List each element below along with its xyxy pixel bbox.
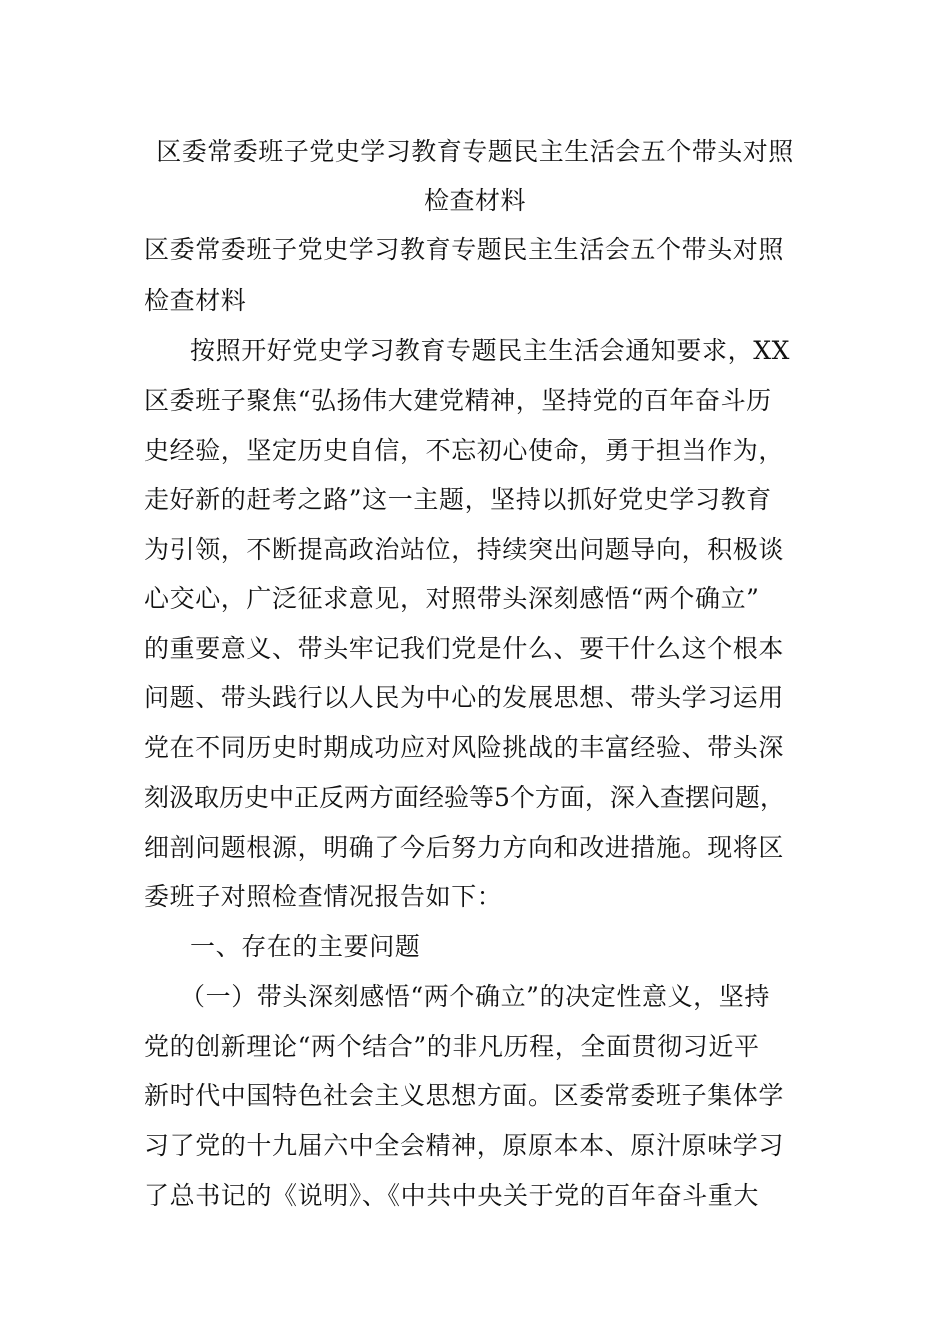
- intro-line-3: 史经验，坚定历史自信，不忘初心使命，勇于担当作为，: [144, 436, 785, 465]
- intro-line-4: 走好新的赶考之路”这一主题，坚持以抓好党史学习教育: [144, 485, 772, 514]
- sub-line-3: 新时代中国特色社会主义思想方面。区委常委班子集体学: [144, 1081, 785, 1110]
- intro-line-6: 心交心，广泛征求意见，对照带头深刻感悟“两个确立”: [144, 584, 760, 613]
- intro-line-12: 委班子对照检查情况报告如下：: [144, 882, 503, 911]
- subtitle-line-2: 检查材料: [144, 286, 247, 315]
- document-title-line-2: 检查材料: [423, 186, 526, 215]
- intro-line-10: 刻汲取历史中正反两方面经验等5个方面，深入查摆问题，: [144, 783, 785, 812]
- sub-line-2: 党的创新理论“两个结合”的非凡历程，全面贯彻习近平: [144, 1032, 760, 1061]
- intro-line-9: 党在不同历史时期成功应对风险挑战的丰富经验、带头深: [144, 733, 785, 762]
- intro-line-5: 为引领，不断提高政治站位，持续突出问题导向，积极谈: [144, 535, 785, 564]
- intro-line-8: 问题、带头践行以人民为中心的发展思想、带头学习运用: [144, 683, 785, 712]
- document-title-line-1: 区委常委班子党史学习教育专题民主生活会五个带头对照: [156, 137, 794, 166]
- sub-line-1: （一）带头深刻感悟“两个确立”的决定性意义，坚持: [180, 982, 770, 1011]
- subtitle-line-1: 区委常委班子党史学习教育专题民主生活会五个带头对照: [144, 235, 785, 264]
- intro-line-1: 按照开好党史学习教育专题民主生活会通知要求，XX: [190, 336, 790, 365]
- intro-line-2: 区委班子聚焦“弘扬伟大建党精神，坚持党的百年奋斗历: [144, 386, 772, 415]
- sub-line-4: 习了党的十九届六中全会精神，原原本本、原汁原味学习: [144, 1131, 785, 1160]
- intro-line-11: 细剖问题根源，明确了今后努力方向和改进措施。现将区: [144, 833, 785, 862]
- section-heading: 一、存在的主要问题: [190, 932, 421, 961]
- intro-line-7: 的重要意义、带头牢记我们党是什么、要干什么这个根本: [144, 634, 785, 663]
- sub-line-5: 了总书记的《说明》、《中共中央关于党的百年奋斗重大: [144, 1181, 760, 1210]
